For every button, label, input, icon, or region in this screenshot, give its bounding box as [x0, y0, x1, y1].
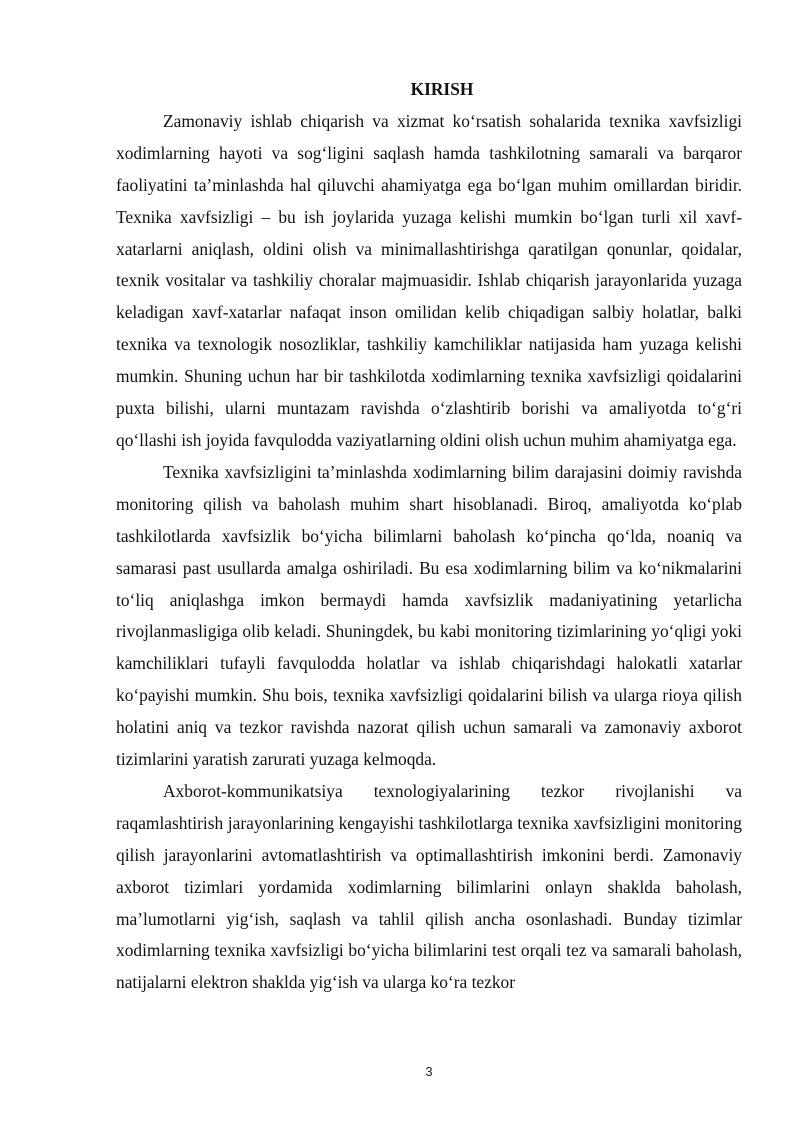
paragraph-3: Axborot-kommunikatsiya texnologiyalarining tezkor rivojlanishi va raqamlashtirish jarayonlarining kengayishi tashkilotlarga texnika xavfsizligini monitoring qilish jarayonlarini avtomatlashtirish va optimallashtirish imkonini berdi. Zamonaviy axborot tizimlari yordamida xodimlarning bilimlarini onlayn shaklda baholash, ma’lumotlarni yig‘ish, saqlash va tahlil qilish ancha osonlashadi. Bunday tizimlar xodimlarning texnika xavfsizligi bo‘yicha bilimlarini test orqali tez va samarali baholash, natijalarni elektron shaklda yig‘ish va ularga ko‘ra tezkor	[116, 780, 742, 993]
section-heading: KIRISH	[410, 79, 474, 99]
paragraph-1: Zamonaviy ishlab chiqarish va xizmat ko‘rsatish sohalarida texnika xavfsizligi xodimlarning hayoti va sog‘ligini saqlash hamda tashkilotning samarali va barqaror faoliyatini ta’minlashda hal qiluvchi ahamiyatga ega bo‘lgan muhim omillardan biridir. Texnika xavfsizligi – bu ish joylarida yuzaga kelishi mumkin bo‘lgan turli xil xavf-xatarlarni aniqlash, oldini olish va minimallashtirishga qaratilgan qonunlar, qoidalar, texnik vositalar va tashkiliy choralar majmuasidir. Ishlab chiqarish jarayonlarida yuzaga keladigan xavf-xatarlar nafaqat inson omilidan kelib chiqadigan salbiy holatlar, balki texnika va texnologik nosozliklar, tashkiliy kamchiliklar natijasida ham yuzaga kelishi mumkin. Shuning uchun har bir tashkilotda xodimlarning texnika xavfsizligi qoidalarini puxta bilishi, ularni muntazam ravishda o‘zlashtirib borishi va amaliyotda to‘g‘ri qo‘llashi ish joyida favqulodda vaziyatlarning oldini olish uchun muhim ahamiyatga ega.	[116, 110, 742, 450]
page-content	[116, 74, 742, 999]
paragraph-2: Texnika xavfsizligini ta’minlashda xodimlarning bilim darajasini doimiy ravishda monitoring qilish va baholash muhim shart hisoblanadi. Biroq, amaliyotda ko‘plab tashkilotlarda xavfsizlik bo‘yicha bilimlarni baholash ko‘pincha qo‘lda, noaniq va samarasi past usullarda amalga oshiriladi. Bu esa xodimlarning bilim va ko‘nikmalarini to‘liq aniqlashga imkon bermaydi hamda xavfsizlik madaniyatining yetarlicha rivojlanmasligiga olib keladi. Shuningdek, bu kabi monitoring tizimlarining yo‘qligi yoki kamchiliklari tufayli favqulodda holatlar va ishlab chiqarishdagi halokatli xatarlar ko‘payishi mumkin. Shu bois, texnika xavfsizligi qoidalarini bilish va ularga rioya qilish holatini aniq va tezkor ravishda nazorat qilish uchun samarali va zamonaviy axborot tizimlarini yaratish zarurati yuzaga kelmoqda.	[116, 461, 742, 770]
page-number: 3	[425, 1064, 433, 1079]
